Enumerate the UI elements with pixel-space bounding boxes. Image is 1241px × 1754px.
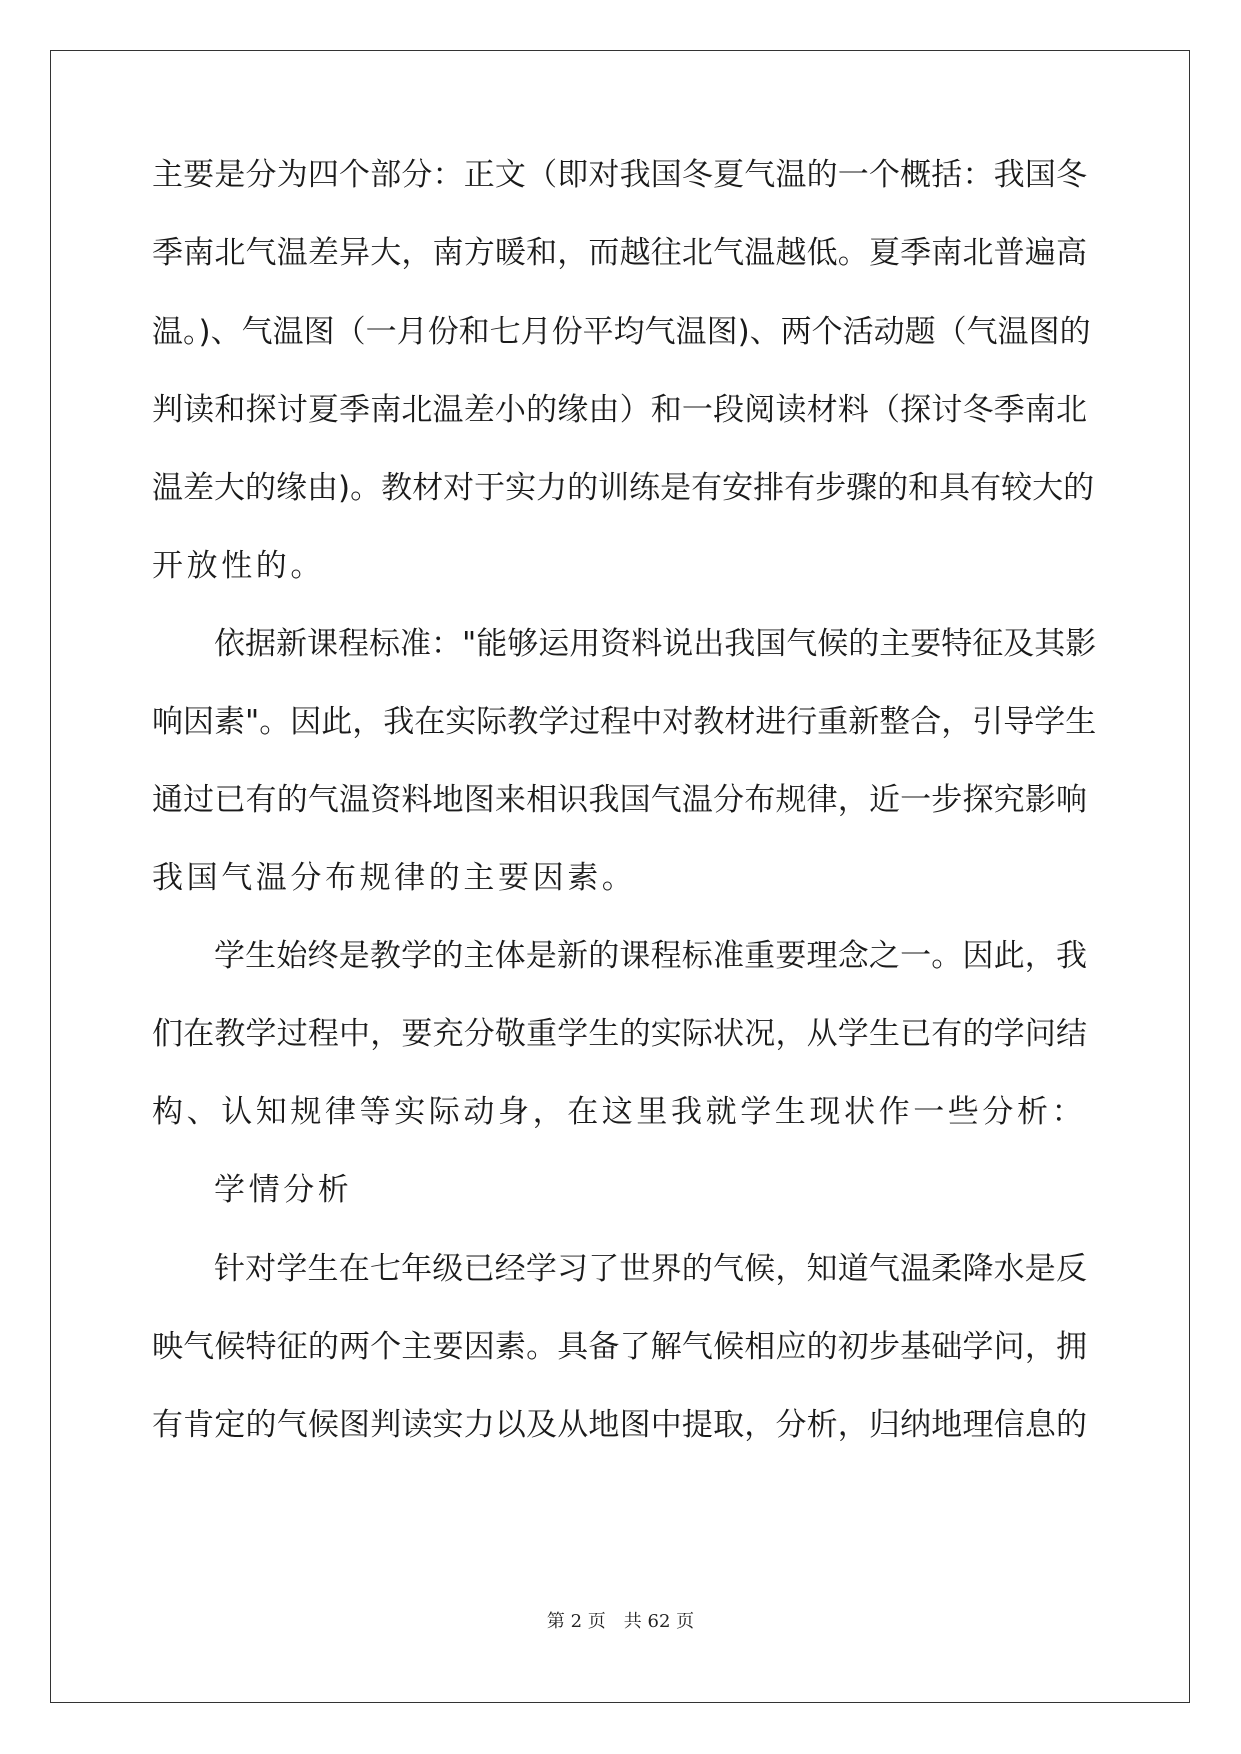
paragraph-line: 温。)、气温图（一月份和七月份平均气温图)、两个活动题（气温图的: [152, 314, 1091, 350]
section-heading: 学情分析: [214, 1172, 353, 1208]
page-number: 第 2 页: [546, 1611, 606, 1632]
paragraph-line: 映气候特征的两个主要因素。具备了解气候相应的初步基础学问，拥: [152, 1329, 1087, 1365]
paragraph-line: 季南北气温差异大，南方暖和，而越往北气温越低。夏季南北普遍高: [152, 235, 1087, 271]
paragraph-line: 响因素"。因此，我在实际教学过程中对教材进行重新整合，引导学生: [152, 704, 1097, 740]
paragraph-line: 构、认知规律等实际动身，在这里我就学生现状作一些分析：: [152, 1094, 1087, 1130]
paragraph-line: 学生始终是教学的主体是新的课程标准重要理念之一。因此，我: [214, 938, 1087, 974]
paragraph-line: 有肯定的气候图判读实力以及从地图中提取，分析，归纳地理信息的: [152, 1407, 1087, 1443]
paragraph-line: 主要是分为四个部分：正文（即对我国冬夏气温的一个概括：我国冬: [152, 157, 1087, 193]
page-total: 共 62 页: [623, 1611, 695, 1632]
paragraph-line: 我国气温分布规律的主要因素。: [152, 860, 637, 896]
paragraph-line: 依据新课程标准："能够运用资料说出我国气候的主要特征及其影: [214, 626, 1097, 662]
paragraph-line: 们在教学过程中，要充分敬重学生的实际状况，从学生已有的学问结: [152, 1016, 1087, 1052]
paragraph-line: 判读和探讨夏季南北温差小的缘由）和一段阅读材料（探讨冬季南北: [152, 392, 1087, 428]
page-footer: [0, 1610, 1241, 1634]
paragraph-line: 针对学生在七年级已经学习了世界的气候，知道气温柔降水是反: [214, 1251, 1087, 1287]
paragraph-line: 通过已有的气温资料地图来相识我国气温分布规律，近一步探究影响: [152, 782, 1087, 818]
paragraph-line: 温差大的缘由)。教材对于实力的训练是有安排有步骤的和具有较大的: [152, 470, 1095, 506]
paragraph-line: 开放性的。: [152, 548, 325, 584]
